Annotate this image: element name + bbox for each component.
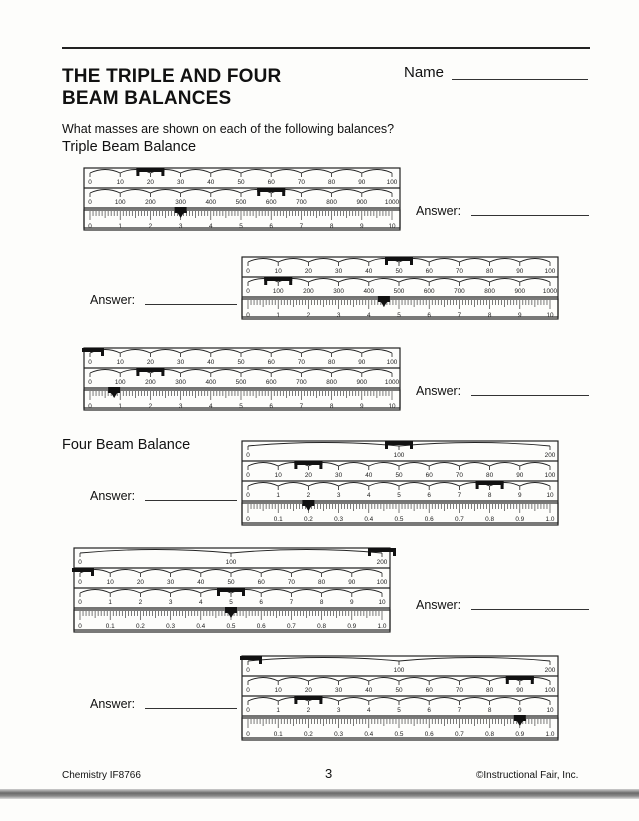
hundreds-tick-label: 100 xyxy=(114,199,126,206)
ones-beam xyxy=(242,696,558,716)
scan-edge xyxy=(0,789,639,799)
tens-rider[interactable] xyxy=(82,348,104,356)
tens-tick-label: 100 xyxy=(386,179,398,186)
tenths-beam xyxy=(242,500,558,523)
tens-tick-label: 60 xyxy=(425,687,433,694)
ones-tick-label: 7 xyxy=(457,312,462,319)
hundreds-tick-label: 800 xyxy=(326,379,337,386)
ones-beam xyxy=(84,207,400,230)
ones-tick-label: 6 xyxy=(427,312,431,319)
ones-tick-label: 0 xyxy=(246,312,250,319)
hundreds-tick-label: 1000 xyxy=(384,199,400,206)
ones-tick-label: 3 xyxy=(336,707,341,714)
tens-tick-label: 100 xyxy=(376,579,388,586)
tens-tick-label: 0 xyxy=(88,359,92,366)
hundreds-tick-label: 0 xyxy=(78,559,82,566)
ones-tick-label: 4 xyxy=(367,492,371,499)
hundreds-beam xyxy=(84,188,400,208)
hundreds-tick-label: 700 xyxy=(296,379,307,386)
tens-tick-label: 20 xyxy=(136,579,144,586)
hundreds-tick-label: 900 xyxy=(514,288,526,295)
ones-tick-label: 0 xyxy=(88,223,92,230)
tenths-tick-label: 0.3 xyxy=(166,623,176,630)
footer-right: ©Instructional Fair, Inc. xyxy=(476,770,579,781)
answer-field-5[interactable] xyxy=(471,609,589,610)
answer-label-1: Answer: xyxy=(416,204,462,218)
tenths-tick-label: 0 xyxy=(246,516,250,523)
tenths-tick-label: 0.8 xyxy=(485,731,495,738)
tenths-tick-label: 1.0 xyxy=(377,623,387,630)
hundreds-beam xyxy=(242,441,558,461)
hundreds-tick-label: 0 xyxy=(88,379,92,386)
tens-tick-label: 0 xyxy=(78,579,82,586)
tens-tick-label: 90 xyxy=(516,268,524,275)
hundreds-tick-label: 200 xyxy=(303,288,314,295)
ones-tick-label: 8 xyxy=(487,707,492,714)
tens-tick-label: 30 xyxy=(177,179,185,186)
tens-tick-label: 60 xyxy=(425,268,433,275)
tens-beam xyxy=(84,168,400,188)
title-line-1: THE TRIPLE AND FOUR xyxy=(62,66,282,87)
ones-tick-label: 3 xyxy=(178,403,183,410)
ones-tick-label: 10 xyxy=(388,403,396,410)
tens-tick-label: 10 xyxy=(106,579,114,586)
ones-tick-label: 4 xyxy=(367,312,371,319)
ones-tick-label: 6 xyxy=(259,599,263,606)
tens-tick-label: 20 xyxy=(304,687,312,694)
tens-tick-label: 30 xyxy=(335,687,343,694)
ones-tick-label: 3 xyxy=(168,599,173,606)
ones-tick-label: 9 xyxy=(360,403,364,410)
balance-frame xyxy=(84,348,400,408)
tens-tick-label: 50 xyxy=(395,268,403,275)
answer-field-1[interactable] xyxy=(471,215,589,216)
tens-tick-label: 80 xyxy=(328,179,336,186)
hundreds-tick-label: 400 xyxy=(205,379,217,386)
ones-beam xyxy=(74,588,390,608)
ones-tick-label: 0 xyxy=(88,403,92,410)
ones-tick-label: 5 xyxy=(239,223,243,230)
tens-tick-label: 0 xyxy=(246,472,250,479)
hundreds-tick-label: 300 xyxy=(333,288,344,295)
hundreds-tick-label: 400 xyxy=(363,288,375,295)
tenths-tick-label: 0.7 xyxy=(454,516,464,523)
triple-beam-balance-3 xyxy=(82,340,412,420)
hundreds-tick-label: 100 xyxy=(393,452,405,459)
answer-field-6[interactable] xyxy=(145,708,237,709)
tens-tick-label: 50 xyxy=(237,359,245,366)
tens-beam xyxy=(82,348,400,368)
tenths-tick-label: 0.5 xyxy=(226,623,236,630)
hundreds-rider[interactable] xyxy=(240,656,262,664)
tens-tick-label: 70 xyxy=(297,359,305,366)
ones-tick-label: 5 xyxy=(229,599,233,606)
ones-tick-label: 7 xyxy=(299,403,304,410)
tenths-tick-label: 0.9 xyxy=(515,516,525,523)
tens-tick-label: 10 xyxy=(274,268,282,275)
answer-label-6: Answer: xyxy=(90,697,136,711)
tenths-tick-label: 0.8 xyxy=(485,516,495,523)
question-text: What masses are shown on each of the following balances? xyxy=(62,122,395,136)
tenths-tick-label: 0.9 xyxy=(347,623,357,630)
answer-field-3[interactable] xyxy=(471,395,589,396)
hundreds-tick-label: 300 xyxy=(175,379,186,386)
hundreds-tick-label: 0 xyxy=(88,199,92,206)
ones-tick-label: 7 xyxy=(457,707,462,714)
hundreds-tick-label: 600 xyxy=(423,288,435,295)
tens-tick-label: 60 xyxy=(425,472,433,479)
ones-beam xyxy=(242,296,558,319)
tens-tick-label: 90 xyxy=(516,472,524,479)
ones-rider[interactable] xyxy=(108,387,120,398)
hundreds-tick-label: 100 xyxy=(114,379,126,386)
hundreds-tick-label: 500 xyxy=(235,199,247,206)
ones-tick-label: 4 xyxy=(199,599,203,606)
ones-tick-label: 4 xyxy=(367,707,371,714)
hundreds-tick-label: 200 xyxy=(145,379,156,386)
hundreds-tick-label: 200 xyxy=(544,452,556,459)
hundreds-tick-label: 300 xyxy=(175,199,186,206)
four-beam-balance-3 xyxy=(240,648,570,746)
title-line-2: BEAM BALANCES xyxy=(62,88,232,109)
tens-tick-label: 100 xyxy=(544,687,556,694)
tenths-tick-label: 0 xyxy=(78,623,82,630)
ones-tick-label: 4 xyxy=(209,223,213,230)
tenths-tick-label: 0.6 xyxy=(424,516,434,523)
tens-tick-label: 100 xyxy=(386,359,398,366)
ones-tick-label: 4 xyxy=(209,403,213,410)
tenths-tick-label: 0.2 xyxy=(303,731,313,738)
hundreds-tick-label: 600 xyxy=(265,199,277,206)
hundreds-beam xyxy=(242,277,558,297)
tens-tick-label: 80 xyxy=(486,687,494,694)
tens-tick-label: 20 xyxy=(146,179,154,186)
ones-tick-label: 1 xyxy=(276,492,280,499)
ones-rider[interactable] xyxy=(175,207,187,218)
ones-tick-label: 9 xyxy=(518,312,522,319)
tenths-beam xyxy=(242,715,558,738)
tenths-tick-label: 0.1 xyxy=(273,516,283,523)
tens-tick-label: 10 xyxy=(116,179,124,186)
tens-tick-label: 50 xyxy=(237,179,245,186)
tens-tick-label: 90 xyxy=(516,687,524,694)
ones-tick-label: 2 xyxy=(148,403,153,410)
tens-tick-label: 70 xyxy=(287,579,295,586)
tens-tick-label: 70 xyxy=(455,268,463,275)
hundreds-tick-label: 400 xyxy=(205,199,217,206)
tens-tick-label: 70 xyxy=(455,687,463,694)
hundreds-beam xyxy=(84,368,400,388)
ones-tick-label: 10 xyxy=(546,312,554,319)
tens-tick-label: 30 xyxy=(335,268,343,275)
hundreds-tick-label: 600 xyxy=(265,379,277,386)
tens-tick-label: 20 xyxy=(304,268,312,275)
tens-tick-label: 80 xyxy=(486,268,494,275)
tenths-rider[interactable] xyxy=(514,715,526,726)
ones-tick-label: 3 xyxy=(178,223,183,230)
name-label: Name xyxy=(404,64,445,81)
answer-field-4[interactable] xyxy=(145,500,237,501)
tens-tick-label: 20 xyxy=(304,472,312,479)
tens-tick-label: 100 xyxy=(544,472,556,479)
tens-rider[interactable] xyxy=(72,568,94,576)
ones-tick-label: 7 xyxy=(289,599,294,606)
ones-tick-label: 1 xyxy=(118,403,122,410)
tenths-tick-label: 0.2 xyxy=(303,516,313,523)
ones-tick-label: 6 xyxy=(427,707,431,714)
ones-tick-label: 1 xyxy=(276,312,280,319)
ones-tick-label: 10 xyxy=(546,492,554,499)
tens-tick-label: 50 xyxy=(395,687,403,694)
hundreds-tick-label: 200 xyxy=(544,667,556,674)
tens-tick-label: 50 xyxy=(395,472,403,479)
ones-tick-label: 8 xyxy=(329,223,334,230)
ones-tick-label: 0 xyxy=(246,492,250,499)
tenths-rider[interactable] xyxy=(302,500,314,511)
ones-tick-label: 5 xyxy=(397,312,401,319)
footer-left: Chemistry IF8766 xyxy=(62,770,141,781)
hundreds-tick-label: 900 xyxy=(356,379,368,386)
triple-beam-balance-2 xyxy=(240,249,570,324)
ones-tick-label: 6 xyxy=(269,223,273,230)
answer-field-2[interactable] xyxy=(145,304,237,305)
ones-tick-label: 8 xyxy=(329,403,334,410)
ones-tick-label: 2 xyxy=(138,599,143,606)
ones-tick-label: 1 xyxy=(118,223,122,230)
hundreds-beam xyxy=(240,656,558,676)
hundreds-beam xyxy=(74,548,396,568)
hundreds-tick-label: 200 xyxy=(145,199,156,206)
tens-tick-label: 70 xyxy=(455,472,463,479)
tens-tick-label: 50 xyxy=(227,579,235,586)
tenths-tick-label: 0 xyxy=(246,731,250,738)
tenths-rider[interactable] xyxy=(225,607,237,618)
answer-label-2: Answer: xyxy=(90,293,136,307)
tens-tick-label: 60 xyxy=(267,359,275,366)
tenths-tick-label: 0.4 xyxy=(364,516,374,523)
tens-tick-label: 0 xyxy=(88,179,92,186)
ones-tick-label: 9 xyxy=(518,492,522,499)
hundreds-tick-label: 500 xyxy=(235,379,247,386)
answer-label-5: Answer: xyxy=(416,598,462,612)
ones-tick-label: 5 xyxy=(397,492,401,499)
ones-tick-label: 5 xyxy=(397,707,401,714)
ones-tick-label: 10 xyxy=(378,599,386,606)
tens-tick-label: 0 xyxy=(246,268,250,275)
tens-tick-label: 40 xyxy=(365,472,373,479)
ones-tick-label: 8 xyxy=(319,599,324,606)
tenths-tick-label: 0.3 xyxy=(334,516,344,523)
ones-tick-label: 10 xyxy=(388,223,396,230)
hundreds-tick-label: 100 xyxy=(225,559,237,566)
ones-tick-label: 1 xyxy=(276,707,280,714)
ones-tick-label: 6 xyxy=(427,492,431,499)
tens-tick-label: 90 xyxy=(358,359,366,366)
tenths-tick-label: 1.0 xyxy=(545,516,555,523)
tens-tick-label: 30 xyxy=(335,472,343,479)
tens-tick-label: 20 xyxy=(146,359,154,366)
tens-beam xyxy=(242,461,558,481)
tenths-tick-label: 0.8 xyxy=(317,623,327,630)
tens-tick-label: 90 xyxy=(358,179,366,186)
tenths-tick-label: 0.2 xyxy=(135,623,145,630)
tenths-tick-label: 0.4 xyxy=(364,731,374,738)
ones-tick-label: 2 xyxy=(306,312,311,319)
triple-beam-heading: Triple Beam Balance xyxy=(62,139,197,155)
tens-tick-label: 30 xyxy=(167,579,175,586)
tenths-tick-label: 0.6 xyxy=(424,731,434,738)
tenths-tick-label: 0.6 xyxy=(256,623,266,630)
tenths-tick-label: 0.5 xyxy=(394,516,404,523)
tens-tick-label: 60 xyxy=(257,579,265,586)
hundreds-tick-label: 800 xyxy=(326,199,337,206)
tens-tick-label: 70 xyxy=(297,179,305,186)
tens-tick-label: 40 xyxy=(197,579,205,586)
ones-tick-label: 2 xyxy=(306,707,311,714)
tens-beam xyxy=(242,257,558,277)
ones-tick-label: 0 xyxy=(246,707,250,714)
tenths-tick-label: 0.4 xyxy=(196,623,206,630)
hundreds-tick-label: 900 xyxy=(356,199,368,206)
hundreds-tick-label: 0 xyxy=(246,452,250,459)
ones-tick-label: 0 xyxy=(78,599,82,606)
hundreds-tick-label: 800 xyxy=(484,288,495,295)
ones-tick-label: 9 xyxy=(360,223,364,230)
tenths-tick-label: 0.3 xyxy=(334,731,344,738)
tens-tick-label: 40 xyxy=(365,268,373,275)
page-number: 3 xyxy=(325,766,333,781)
hundreds-tick-label: 700 xyxy=(454,288,465,295)
hundreds-tick-label: 0 xyxy=(246,288,250,295)
tenths-tick-label: 1.0 xyxy=(545,731,555,738)
ones-tick-label: 7 xyxy=(457,492,462,499)
ones-rider[interactable] xyxy=(378,296,390,307)
answer-label-4: Answer: xyxy=(90,489,136,503)
hundreds-tick-label: 200 xyxy=(376,559,388,566)
tens-tick-label: 80 xyxy=(328,359,336,366)
four-beam-balance-1 xyxy=(240,433,570,531)
answer-label-3: Answer: xyxy=(416,384,462,398)
triple-beam-balance-1 xyxy=(82,160,412,235)
ones-tick-label: 2 xyxy=(306,492,311,499)
tens-tick-label: 100 xyxy=(544,268,556,275)
tens-beam xyxy=(242,676,558,696)
ones-tick-label: 7 xyxy=(299,223,304,230)
ones-tick-label: 3 xyxy=(336,312,341,319)
tens-tick-label: 10 xyxy=(274,687,282,694)
ones-tick-label: 9 xyxy=(350,599,354,606)
tens-tick-label: 60 xyxy=(267,179,275,186)
tens-tick-label: 0 xyxy=(246,687,250,694)
tens-tick-label: 40 xyxy=(207,179,215,186)
tenths-tick-label: 0.5 xyxy=(394,731,404,738)
tenths-tick-label: 0.1 xyxy=(273,731,283,738)
hundreds-tick-label: 1000 xyxy=(384,379,400,386)
ones-tick-label: 10 xyxy=(546,707,554,714)
page-title xyxy=(62,66,281,110)
tens-tick-label: 80 xyxy=(486,472,494,479)
ones-tick-label: 1 xyxy=(108,599,112,606)
ones-tick-label: 3 xyxy=(336,492,341,499)
four-beam-heading: Four Beam Balance xyxy=(62,437,191,453)
ones-beam xyxy=(84,387,400,410)
tens-tick-label: 40 xyxy=(365,687,373,694)
hundreds-tick-label: 100 xyxy=(272,288,284,295)
balance-frame xyxy=(242,257,558,317)
ones-tick-label: 8 xyxy=(487,312,492,319)
name-field[interactable] xyxy=(452,79,588,80)
tenths-tick-label: 0.7 xyxy=(286,623,296,630)
top-rule xyxy=(62,47,590,49)
tens-tick-label: 30 xyxy=(177,359,185,366)
tens-tick-label: 80 xyxy=(318,579,326,586)
ones-tick-label: 9 xyxy=(518,707,522,714)
hundreds-tick-label: 700 xyxy=(296,199,307,206)
hundreds-tick-label: 0 xyxy=(246,667,250,674)
tenths-tick-label: 0.1 xyxy=(105,623,115,630)
ones-tick-label: 8 xyxy=(487,492,492,499)
four-beam-balance-2 xyxy=(72,540,402,638)
ones-beam xyxy=(242,481,558,501)
ones-tick-label: 5 xyxy=(239,403,243,410)
balance-frame xyxy=(84,168,400,228)
tens-tick-label: 10 xyxy=(274,472,282,479)
tenths-tick-label: 0.7 xyxy=(454,731,464,738)
tens-tick-label: 10 xyxy=(116,359,124,366)
hundreds-tick-label: 1000 xyxy=(542,288,558,295)
hundreds-tick-label: 500 xyxy=(393,288,405,295)
tens-beam xyxy=(72,568,390,588)
tenths-beam xyxy=(74,607,390,630)
tenths-tick-label: 0.9 xyxy=(515,731,525,738)
ones-tick-label: 6 xyxy=(269,403,273,410)
tens-tick-label: 40 xyxy=(207,359,215,366)
hundreds-tick-label: 100 xyxy=(393,667,405,674)
ones-tick-label: 2 xyxy=(148,223,153,230)
tens-tick-label: 90 xyxy=(348,579,356,586)
